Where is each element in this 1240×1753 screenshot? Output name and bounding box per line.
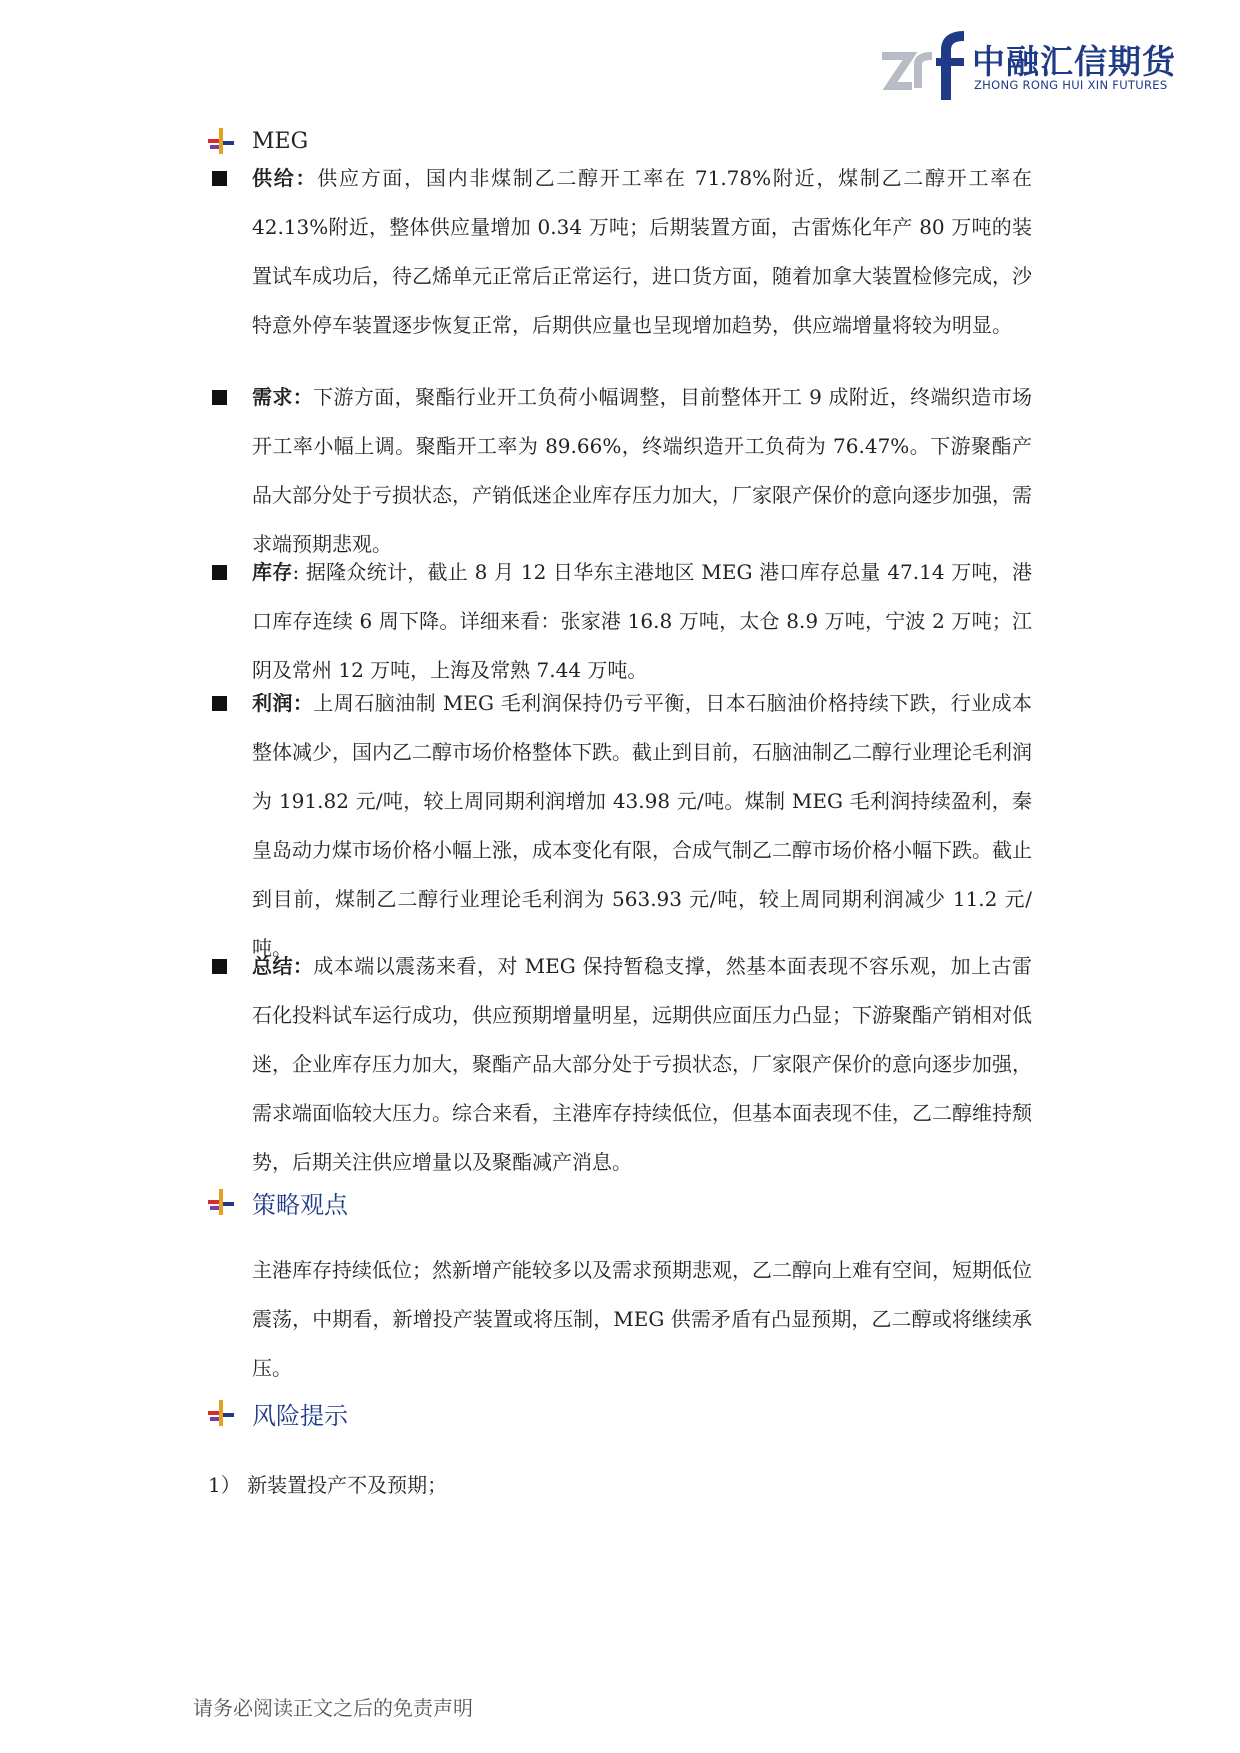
cross-bullet-icon: [208, 1400, 234, 1426]
paragraph-profit: [252, 679, 1032, 973]
text-demand: 下游方面，聚酯行业开工负荷小幅调整，目前整体开工 9 成附近，终端织造市场开工率小幅上调。聚酯开工率为 89.66%，终端织造开工负荷为 76.47%。下游聚酯产品大部分处于亏损状态，产销低迷企业库存压力加大，厂家限产保价的意向逐步加强，需求端预期悲观。: [252, 385, 1032, 556]
label-inventory: 库存: [252, 560, 293, 584]
cross-bullet-icon: [208, 128, 234, 154]
company-logo: [880, 30, 1180, 100]
logo-chinese-name: 中融汇信期货: [972, 42, 1176, 81]
paragraph-demand: [252, 373, 1032, 569]
bullet-square: [212, 959, 227, 974]
logo-english-name: ZHONG RONG HUI XIN FUTURES: [974, 78, 1168, 92]
section-heading-strategy: [208, 1184, 348, 1220]
text-strategy: 主港库存持续低位；然新增产能较多以及需求预期悲观，乙二醇向上难有空间，短期低位震荡，中期看，新增投产装置或将压制，MEG 供需矛盾有凸显预期，乙二醇或将继续承压。: [252, 1258, 1032, 1380]
paragraph-inventory: [252, 548, 1032, 695]
paragraph-strategy: [252, 1246, 1032, 1393]
label-summary: 总结：: [252, 954, 314, 978]
text-inventory: : 据隆众统计，截止 8 月 12 日华东主港地区 MEG 港口库存总量 47.14 万吨，港口库存连续 6 周下降。详细来看：张家港 16.8 万吨，太仓 8.9 万吨，宁波 2 万吨；江阴及常州 12 万吨，上海及常熟 7.44 万吨。: [252, 560, 1032, 682]
section-heading-risk: [208, 1395, 348, 1431]
paragraph-summary: [252, 942, 1032, 1187]
bullet-square: [212, 565, 227, 580]
text-summary: 成本端以震荡来看，对 MEG 保持暂稳支撑，然基本面表现不容乐观，加上古雷石化投料试车运行成功，供应预期增量明星，远期供应面压力凸显；下游聚酯产销相对低迷，企业库存压力加大，聚酯产品大部分处于亏损状态，厂家限产保价的意向逐步加强，需求端面临较大压力。综合来看，主港库存持续低位，但基本面表现不佳，乙二醇维持颓势，后期关注供应增量以及聚酯减产消息。: [252, 954, 1032, 1174]
label-profit: 利润：: [252, 691, 314, 715]
footer-disclaimer: 请务必阅读正文之后的免责声明: [193, 1696, 473, 1720]
text-supply: 供应方面，国内非煤制乙二醇开工率在 71.78%附近，煤制乙二醇开工率在 42.13%附近，整体供应量增加 0.34 万吨；后期装置方面，古雷炼化年产 80 万吨的装置试车成功后，待乙烯单元正常后正常运行，进口货方面，随着加拿大装置检修完成，沙特意外停车装置逐步恢复正常，后期供应量也呈现增加趋势，供应端增量将较为明显。: [252, 166, 1032, 337]
bullet-square: [212, 696, 227, 711]
bullet-square: [212, 171, 227, 186]
label-supply: 供给：: [252, 166, 318, 190]
risk-item: 1） 新装置投产不及预期；: [208, 1473, 448, 1497]
text-profit: 上周石脑油制 MEG 毛利润保持仍亏平衡，日本石脑油价格持续下跌，行业成本整体减少，国内乙二醇市场价格整体下跌。截止到目前，石脑油制乙二醇行业理论毛利润为 191.82 元/吨，较上周同期利润增加 43.98 元/吨。煤制 MEG 毛利润持续盈利，秦皇岛动力煤市场价格小幅上涨，成本变化有限，合成气制乙二醇市场价格小幅下跌。截止到目前，煤制乙二醇行业理论毛利润为 563.93 元/吨，较上周同期利润减少 11.2 元/吨。: [252, 691, 1032, 960]
logo-mark-icon: [880, 30, 970, 100]
bullet-square: [212, 390, 227, 405]
section-title: 策略观点: [252, 1190, 348, 1219]
section-title: MEG: [252, 128, 309, 154]
cross-bullet-icon: [208, 1189, 234, 1215]
paragraph-supply: [252, 154, 1032, 350]
section-title: 风险提示: [252, 1401, 348, 1430]
label-demand: 需求：: [252, 385, 314, 409]
